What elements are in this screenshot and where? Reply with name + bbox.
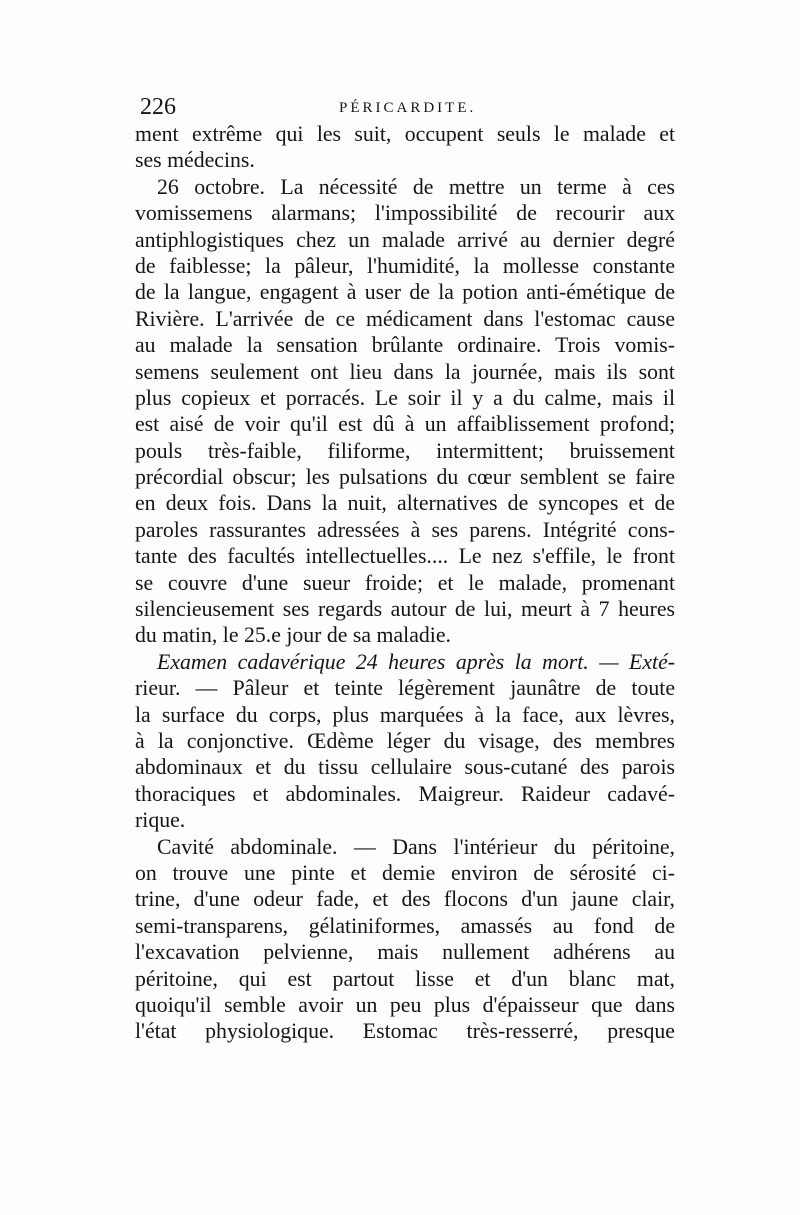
running-title: PÉRICARDITE. bbox=[339, 100, 477, 116]
text-line: paroles rassurantes adressées à ses parens. Intégrité cons- bbox=[135, 517, 675, 542]
section-heading-line: Examen cadavérique 24 heures après la mort. — Exté- bbox=[157, 649, 675, 674]
section-heading-line: Cavité abdominale. — Dans l'intérieur du péritoine, bbox=[157, 834, 675, 859]
text-line: au malade la sensation brûlante ordinaire. Trois vomis- bbox=[135, 333, 675, 358]
body-text bbox=[135, 121, 675, 1045]
text-line: tante des facultés intellectuelles.... Le nez s'effile, le front bbox=[135, 544, 675, 569]
text-line: trine, d'une odeur fade, et des flocons d'un jaune clair, bbox=[135, 887, 675, 912]
text-line: rique. bbox=[135, 808, 186, 833]
text-line: de faiblesse; la pâleur, l'humidité, la mollesse constante bbox=[135, 253, 675, 278]
text-line: semi-transparens, gélatiniformes, amassés au fond de bbox=[135, 913, 675, 938]
page-number: 226 bbox=[140, 94, 176, 120]
text-line: quoiqu'il semble avoir un peu plus d'épaisseur que dans bbox=[135, 992, 675, 1017]
text-line: à la conjonctive. Œdème léger du visage, des membres bbox=[135, 728, 675, 753]
text-line: 26 octobre. La nécessité de mettre un terme à ces bbox=[157, 174, 675, 199]
text-line: abdominaux et du tissu cellulaire sous-cutané des parois bbox=[135, 755, 675, 780]
text-line: ment extrême qui les suit, occupent seuls le malade et bbox=[135, 122, 675, 146]
text-line: plus copieux et porracés. Le soir il y a du calme, mais il bbox=[135, 385, 675, 410]
text-line: l'excavation pelvienne, mais nullement adhérens au bbox=[135, 940, 675, 965]
text-line: pouls très-faible, filiforme, intermittent; bruissement bbox=[135, 438, 675, 463]
text-line: semens seulement ont lieu dans la journée, mais ils sont bbox=[135, 359, 675, 384]
text-line: silencieusement ses regards autour de lui, meurt à 7 heures bbox=[135, 597, 675, 622]
text-line: de la langue, engagent à user de la potion anti-émétique de bbox=[135, 280, 675, 305]
text-line: est aisé de voir qu'il est dû à un affaiblissement profond; bbox=[135, 412, 675, 437]
text-line: précordial obscur; les pulsations du cœur semblent se faire bbox=[135, 465, 675, 490]
text-line: en deux fois. Dans la nuit, alternatives de syncopes et de bbox=[135, 491, 675, 516]
text-line: l'état physiologique. Estomac très-resserré, presque bbox=[135, 1019, 675, 1044]
text-line: vomissemens alarmans; l'impossibilité de recourir aux bbox=[135, 201, 675, 226]
text-line: ses médecins. bbox=[135, 148, 255, 173]
text-line: péritoine, qui est partout lisse et d'un blanc mat, bbox=[135, 966, 675, 991]
text-line: rieur. — Pâleur et teinte légèrement jaunâtre de toute bbox=[135, 676, 675, 701]
text-line: Rivière. L'arrivée de ce médicament dans l'estomac cause bbox=[135, 306, 675, 331]
text-line: on trouve une pinte et demie environ de sérosité ci- bbox=[135, 860, 675, 885]
running-head bbox=[135, 92, 675, 122]
text-line: se couvre d'une sueur froide; et le malade, promenant bbox=[135, 570, 675, 595]
text-line: thoraciques et abdominales. Maigreur. Raideur cadavé- bbox=[135, 781, 675, 806]
text-line: la surface du corps, plus marquées à la face, aux lèvres, bbox=[135, 702, 675, 727]
text-line: antiphlogistiques chez un malade arrivé au dernier degré bbox=[135, 227, 675, 252]
text-line: du matin, le 25.e jour de sa maladie. bbox=[135, 623, 451, 648]
